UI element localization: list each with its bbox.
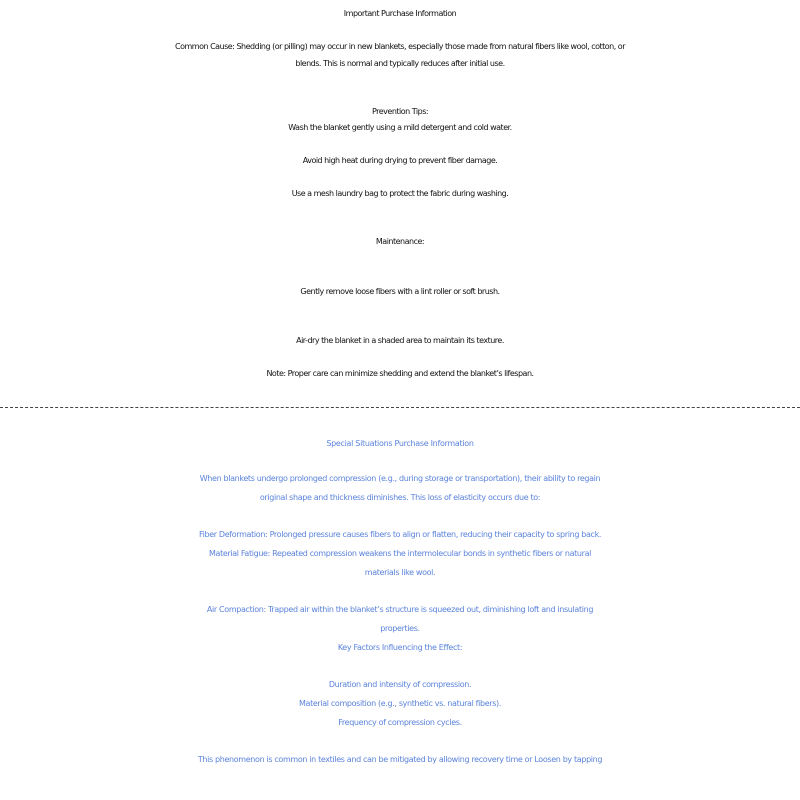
factor-3: Frequency of compression cycles. [338,718,462,727]
air-compaction-line1: Air Compaction: Trapped air within the blanket’s structure is squeezed out, diminishing loft and insulating [206,605,594,614]
maintenance-item-2: Air-dry the blanket in a shaded area to maintain its texture. [296,336,504,345]
maintenance-heading: Maintenance: [375,237,425,246]
prevention-heading: Prevention Tips: [371,107,429,116]
section-divider [0,407,800,408]
air-compaction-line2: properties. [380,624,420,633]
key-factors-heading: Key Factors Influencing the Effect: [337,643,463,652]
material-fatigue-line1: Material Fatigue: Repeated compression weakens the intermolecular bonds in synthetic fibers or natural [208,549,592,558]
prevention-tip-1: Wash the blanket gently using a mild detergent and cold water. [288,123,512,132]
common-cause-line2: blends. This is normal and typically reduces after initial use. [295,59,505,68]
closing-statement: This phenomenon is common in textiles and can be mitigated by allowing recovery time or Loosen by tapping [197,755,603,764]
factor-1: Duration and intensity of compression. [328,680,472,689]
section2-title: Special Situations Purchase Information [326,439,474,448]
maintenance-item-1: Gently remove loose fibers with a lint roller or soft brush. [300,287,500,296]
material-fatigue-line2: materials like wool. [364,568,436,577]
intro-line2: original shape and thickness diminishes. This loss of elasticity occurs due to: [259,493,541,502]
prevention-tip-3: Use a mesh laundry bag to protect the fabric during washing. [291,189,509,198]
common-cause-line1: Common Cause: Shedding (or pilling) may occur in new blankets, especially those made from natural fibers like wool, cotton, or [175,42,625,51]
factor-2: Material composition (e.g., synthetic vs. natural fibers). [298,699,502,708]
section1-title: Important Purchase Information [343,9,457,18]
prevention-tip-2: Avoid high heat during drying to prevent fiber damage. [302,156,498,165]
care-note: Note: Proper care can minimize shedding and extend the blanket’s lifespan. [266,369,534,378]
intro-line1: When blankets undergo prolonged compression (e.g., during storage or transportation), their ability to regain [199,474,601,483]
fiber-deformation: Fiber Deformation: Prolonged pressure causes fibers to align or flatten, reducing their capacity to spring back. [198,530,602,539]
